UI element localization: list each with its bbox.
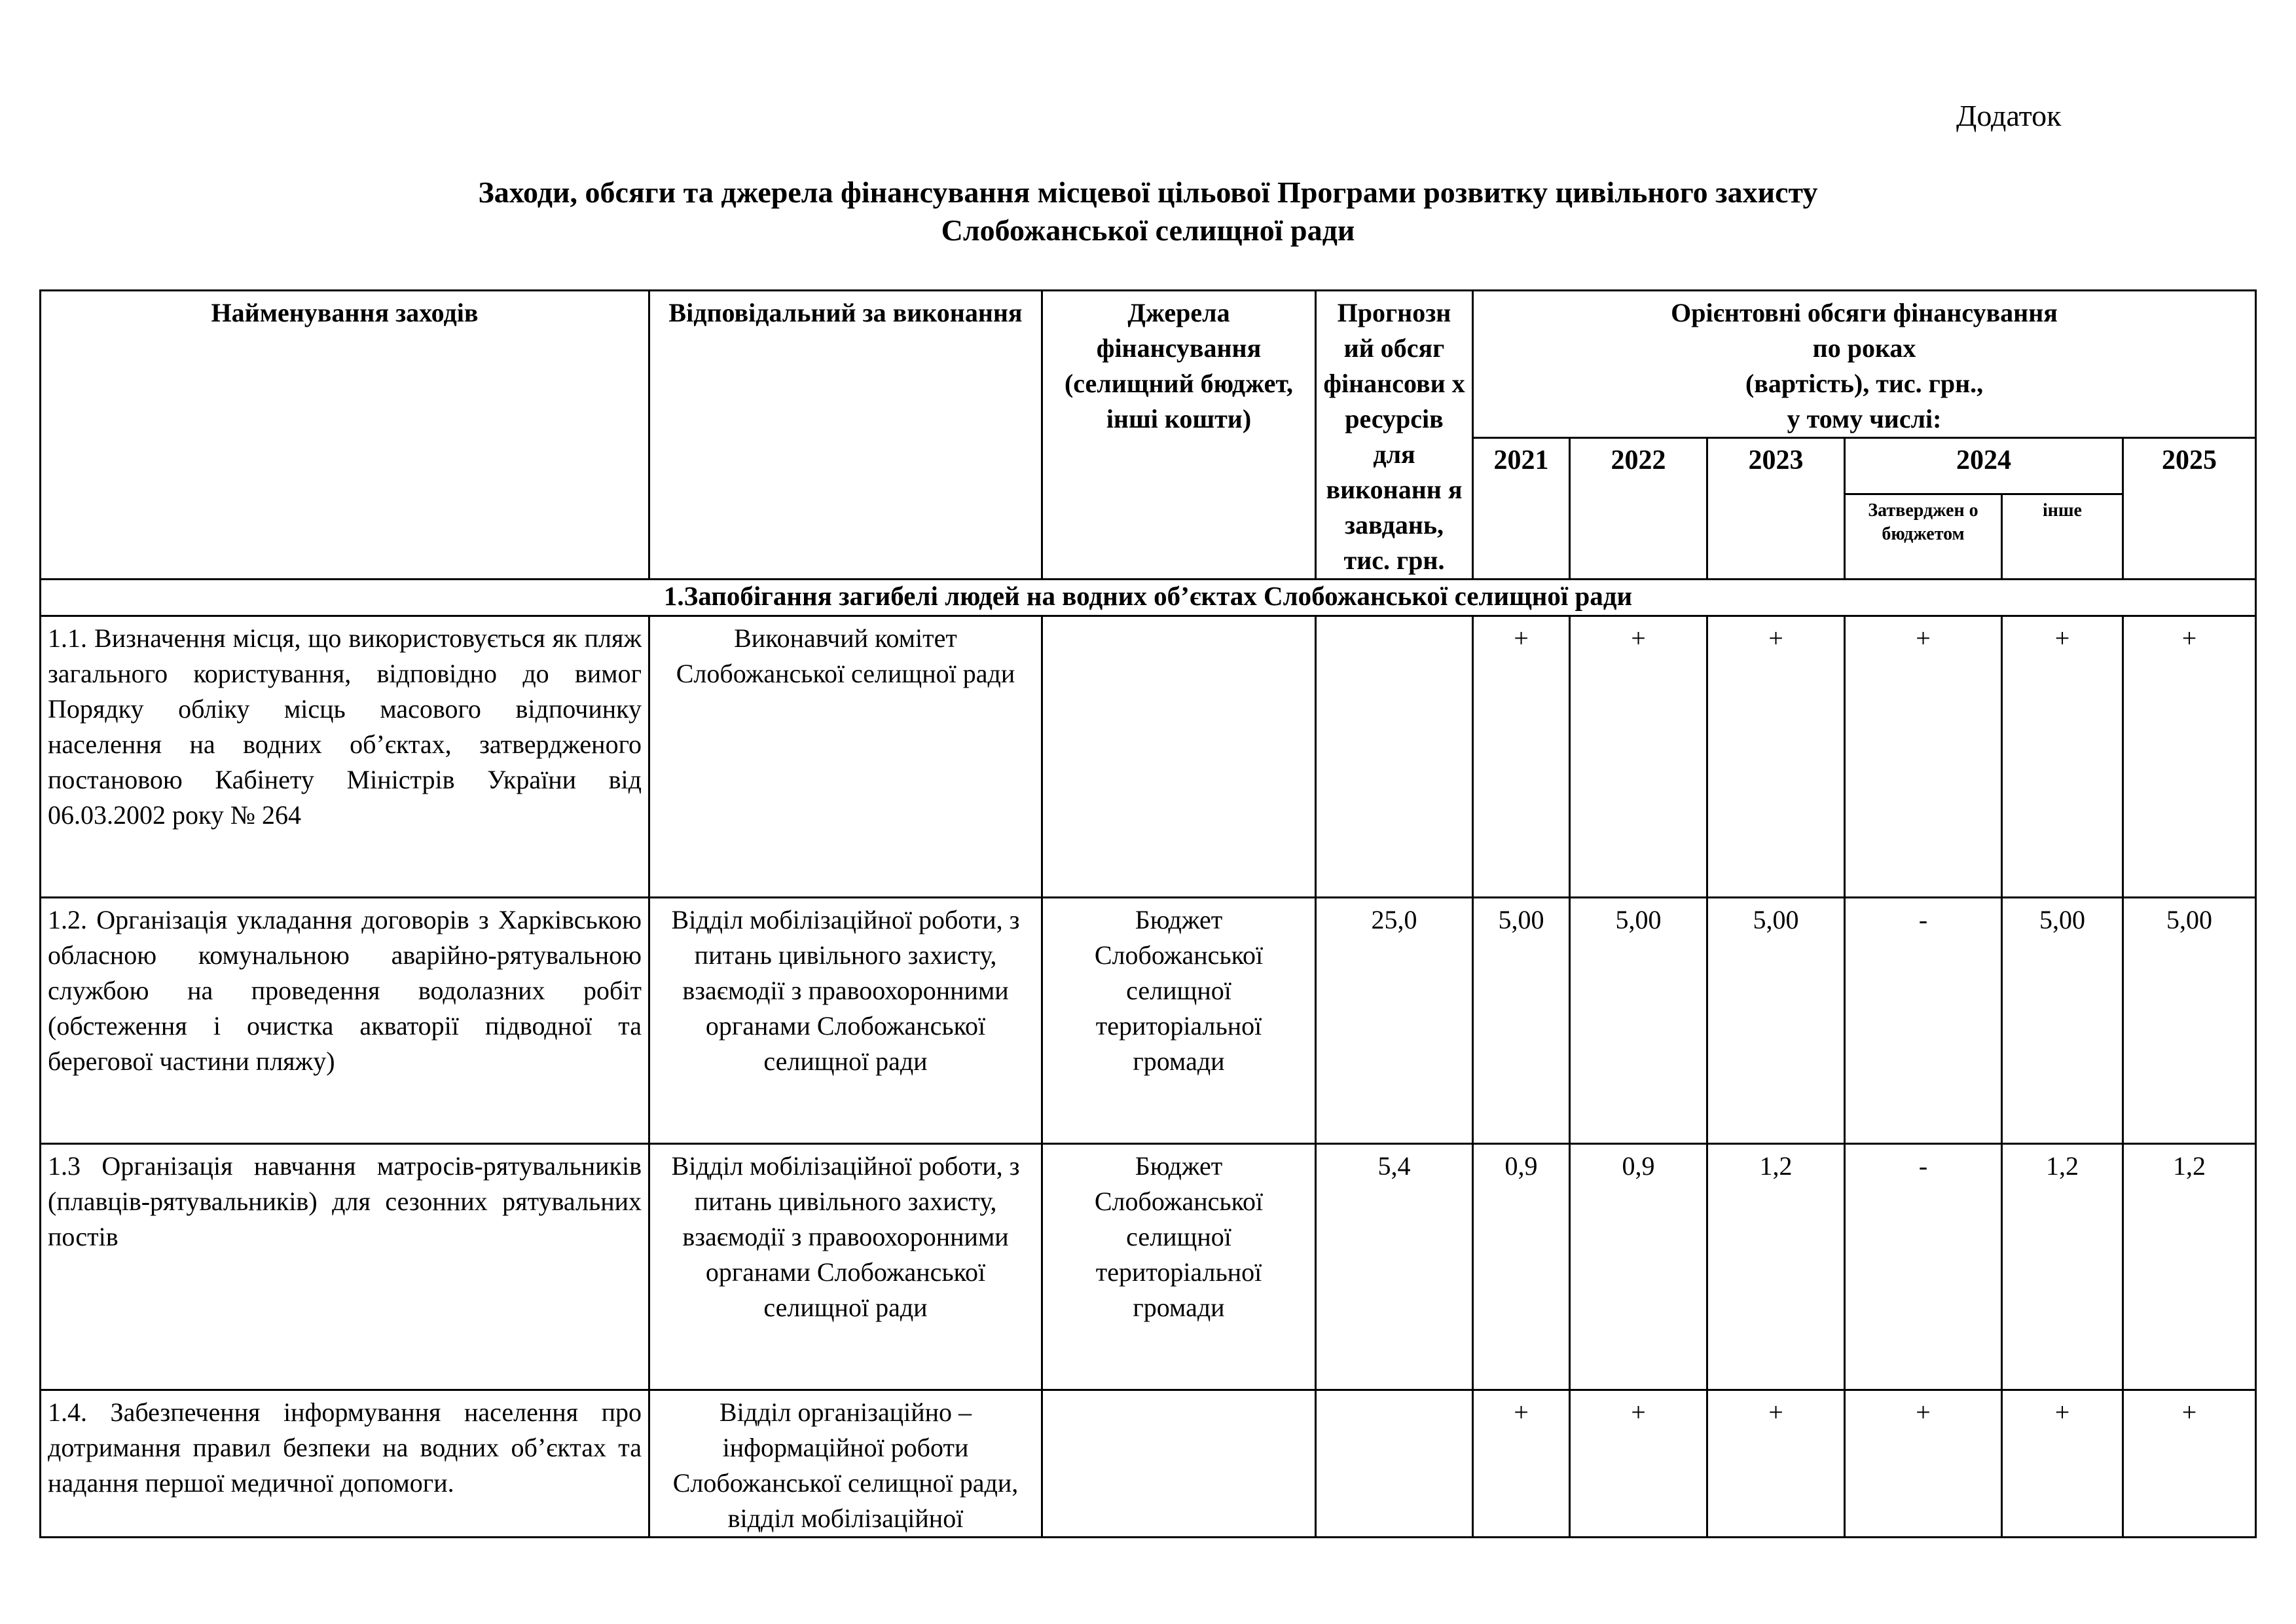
header-2024-other: інше [2002, 494, 2123, 580]
row-2-source: Бюджет Слобожанської селищної територіальної громади [1042, 898, 1316, 1144]
row-4-source [1042, 1390, 1316, 1538]
row-1-2025: + [2123, 616, 2256, 898]
table-row [41, 616, 2256, 898]
row-3-2022: 0,9 [1570, 1144, 1707, 1390]
section-row [41, 580, 2256, 616]
row-1-source [1042, 616, 1316, 898]
header-volumes-line-4: у тому числі: [1787, 404, 1942, 434]
row-1-2022: + [1570, 616, 1707, 898]
row-4-2022: + [1570, 1390, 1707, 1538]
row-4-responsible: Відділ організаційно – інформаційної роботи Слобожанської селищної ради, відділ мобілізаційної [649, 1390, 1042, 1538]
row-4-2023: + [1707, 1390, 1845, 1538]
header-year-2024: 2024 [1845, 438, 2123, 494]
row-4-2024-approved: + [1845, 1390, 2002, 1538]
row-4-name: 1.4. Забезпечення інформування населення про дотримання правил безпеки на водних об’єктах та надання першої медичної допомоги. [41, 1390, 649, 1538]
row-2-2024-approved: - [1845, 898, 2002, 1144]
row-3-responsible: Відділ мобілізаційної роботи, з питань цивільного захисту, взаємодії з правоохоронними органами Слобожанської селищної ради [649, 1144, 1042, 1390]
header-forecast: Прогнозн ий обсяг фінансови х ресурсів для виконанн я завдань, тис. грн. [1316, 291, 1473, 580]
row-3-forecast: 5,4 [1316, 1144, 1473, 1390]
header-sources: Джерела фінансування (селищний бюджет, інші кошти) [1042, 291, 1316, 580]
row-3-2024-other: 1,2 [2002, 1144, 2123, 1390]
header-year-2025: 2025 [2123, 438, 2256, 580]
header-volumes-line-1: Орієнтовні обсяги фінансування [1671, 298, 2058, 327]
addendum-label: Додаток [1956, 99, 2062, 132]
title-line-1: Заходи, обсяги та джерела фінансування місцевої цільової Програми розвитку цивільного захисту [478, 175, 1818, 209]
row-2-2021: 5,00 [1473, 898, 1570, 1144]
row-2-2025: 5,00 [2123, 898, 2256, 1144]
row-3-2025: 1,2 [2123, 1144, 2256, 1390]
header-row-1 [41, 291, 2256, 438]
row-3-2021: 0,9 [1473, 1144, 1570, 1390]
row-3-2024-approved: - [1845, 1144, 2002, 1390]
header-volumes-line-3: (вартість), тис. грн., [1745, 369, 1984, 398]
row-1-2024-approved: + [1845, 616, 2002, 898]
header-responsible: Відповідальний за виконання [649, 291, 1042, 580]
header-2024-approved-budget: Затверджен о бюджетом [1845, 494, 2002, 580]
document-title [39, 174, 2257, 249]
row-1-2023: + [1707, 616, 1845, 898]
financing-table [39, 289, 2257, 1538]
header-name: Найменування заходів [41, 291, 649, 580]
table-row [41, 1144, 2256, 1390]
row-3-2023: 1,2 [1707, 1144, 1845, 1390]
table-row [41, 1390, 2256, 1538]
row-2-2024-other: 5,00 [2002, 898, 2123, 1144]
row-3-source: Бюджет Слобожанської селищної територіальної громади [1042, 1144, 1316, 1390]
row-2-2022: 5,00 [1570, 898, 1707, 1144]
header-year-2022: 2022 [1570, 438, 1707, 580]
title-line-2: Слобожанської селищної ради [941, 213, 1355, 247]
row-4-2024-other: + [2002, 1390, 2123, 1538]
row-2-name: 1.2. Організація укладання договорів з Харківською обласною комунальною аварійно-рятувальною службою на проведення водолазних робіт (обстеження і очистка акваторії підводної та берегової частини пляжу) [41, 898, 649, 1144]
table-row [41, 898, 2256, 1144]
header-volumes [1473, 291, 2256, 438]
row-2-2023: 5,00 [1707, 898, 1845, 1144]
row-1-2021: + [1473, 616, 1570, 898]
section-title: 1.Запобігання загибелі людей на водних об’єктах Слобожанської селищної ради [41, 580, 2256, 616]
row-4-forecast [1316, 1390, 1473, 1538]
header-year-2021: 2021 [1473, 438, 1570, 580]
row-4-2025: + [2123, 1390, 2256, 1538]
row-3-name: 1.3 Організація навчання матросів-рятувальників (плавців-рятувальників) для сезонних рятувальних постів [41, 1144, 649, 1390]
row-1-forecast [1316, 616, 1473, 898]
row-1-name: 1.1. Визначення місця, що використовується як пляж загального користування, відповідно до вимог Порядку обліку місць масового відпочинку населення на водних об’єктах, затвердженого постановою Кабінету Міністрів України від 06.03.2002 року № 264 [41, 616, 649, 898]
row-2-responsible: Відділ мобілізаційної роботи, з питань цивільного захисту, взаємодії з правоохоронними органами Слобожанської селищної ради [649, 898, 1042, 1144]
row-2-forecast: 25,0 [1316, 898, 1473, 1144]
header-volumes-line-2: по роках [1812, 333, 1916, 363]
row-1-2024-other: + [2002, 616, 2123, 898]
row-4-2021: + [1473, 1390, 1570, 1538]
row-1-responsible: Виконавчий комітет Слобожанської селищної ради [649, 616, 1042, 898]
header-year-2023: 2023 [1707, 438, 1845, 580]
